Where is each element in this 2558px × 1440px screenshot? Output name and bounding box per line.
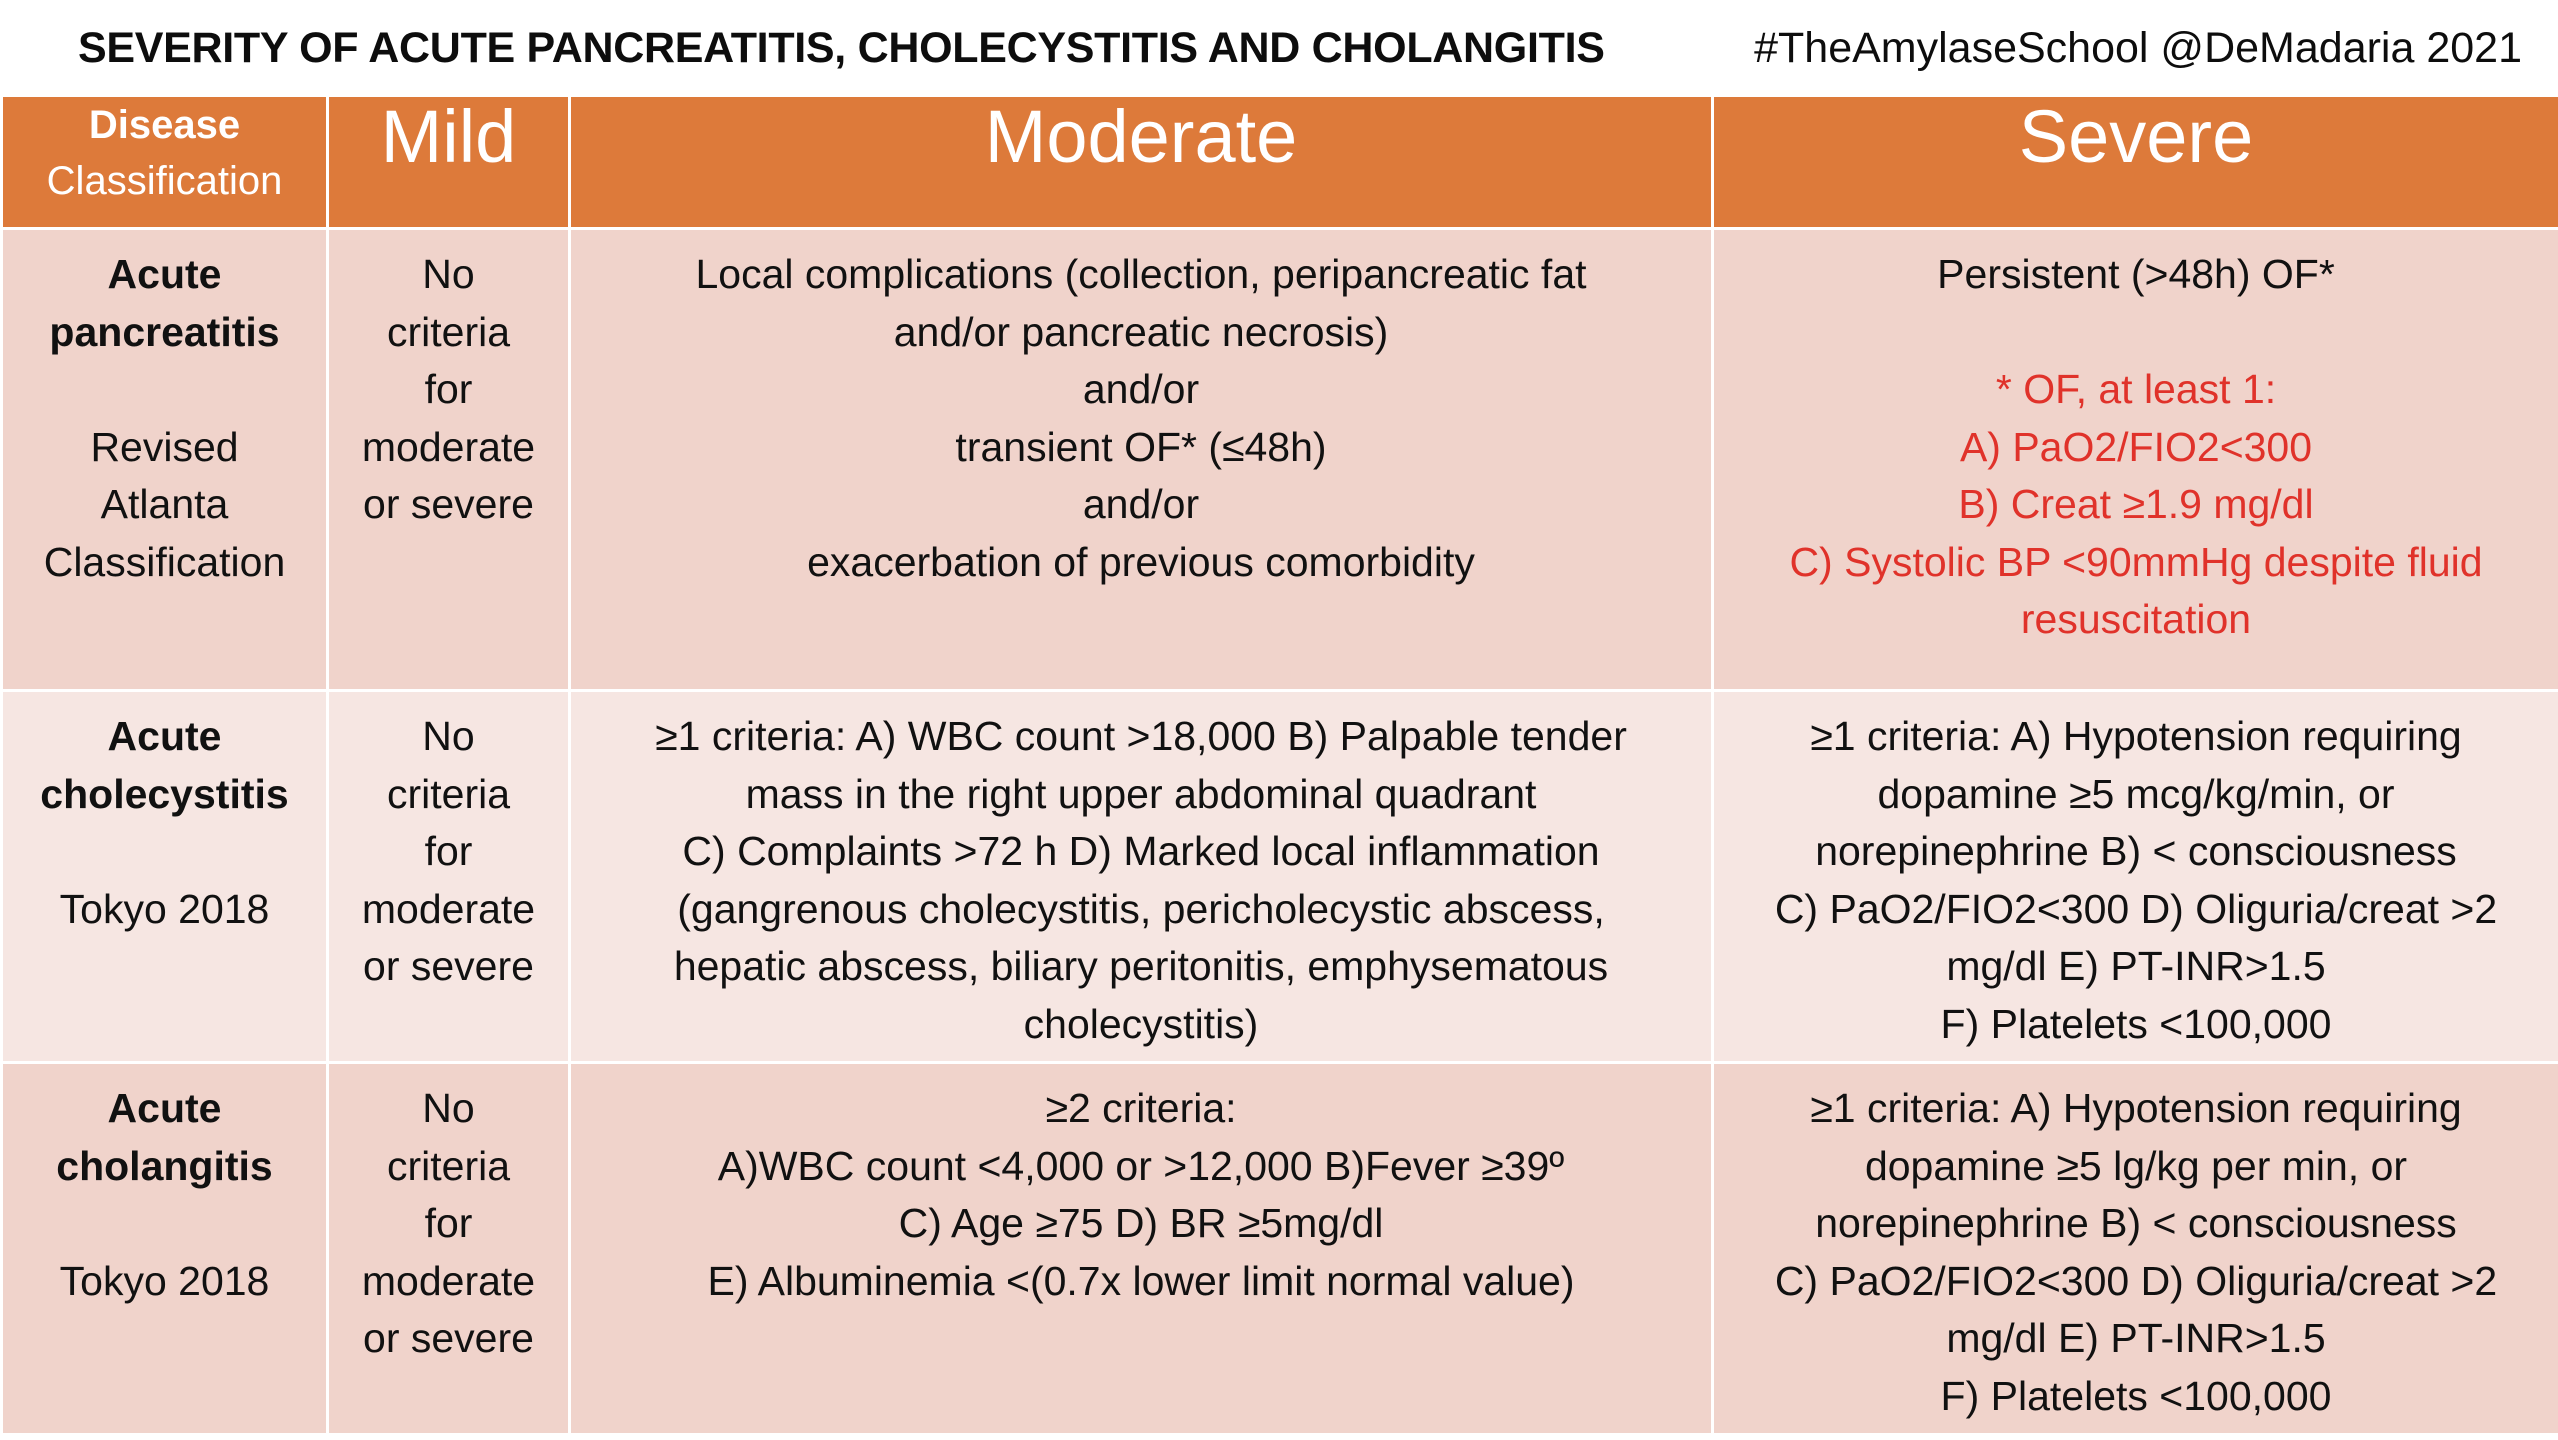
disease-name-line1: Acute bbox=[107, 1085, 222, 1131]
severe-text-line: mg/dl E) PT-INR>1.5 bbox=[1946, 943, 2326, 989]
disease-name-line1: Acute bbox=[107, 713, 222, 759]
mild-text-line: moderate bbox=[361, 423, 536, 470]
table-row-cholangitis bbox=[2, 1063, 2558, 1435]
disease-name-line2: cholangitis bbox=[56, 1142, 273, 1189]
table-row-cholecystitis bbox=[2, 691, 2558, 1063]
credit-handle: #TheAmylaseSchool @DeMadaria 2021 bbox=[1754, 24, 2522, 72]
mild-text-line: moderate bbox=[361, 1257, 536, 1304]
severity-table bbox=[0, 94, 2558, 1436]
mild-text-line: No bbox=[422, 713, 475, 759]
severe-text-line: F) Platelets <100,000 bbox=[1940, 1372, 2332, 1419]
organ-failure-note-line: C) Systolic BP <90mmHg despite fluid bbox=[1789, 538, 2483, 585]
severe-text-line: C) PaO2/FIO2<300 D) Oliguria/creat >2 bbox=[1774, 1257, 2498, 1304]
severe-text-line: norepinephrine B) < consciousness bbox=[1815, 1200, 2457, 1246]
mild-text-line: or severe bbox=[363, 943, 534, 989]
classification-system-line3: Classification bbox=[43, 538, 286, 585]
severe-text-line: dopamine ≥5 mcg/kg/min, or bbox=[1877, 770, 2395, 817]
moderate-text-line: Local complications (collection, peripancreatic fat bbox=[695, 251, 1587, 297]
severe-text-line: norepinephrine B) < consciousness bbox=[1815, 828, 2457, 874]
moderate-text-line: and/or bbox=[1082, 481, 1200, 527]
mild-text-line: criteria bbox=[386, 770, 511, 817]
mild-text-line: No bbox=[422, 1085, 475, 1131]
mild-text-line: criteria bbox=[386, 1142, 511, 1189]
page-title: SEVERITY OF ACUTE PANCREATITIS, CHOLECYSTITIS AND CHOLANGITIS bbox=[78, 24, 1605, 72]
disease-name-line2: pancreatitis bbox=[49, 308, 280, 355]
severe-text-line: dopamine ≥5 lg/kg per min, or bbox=[1864, 1142, 2408, 1189]
severe-text-line: ≥1 criteria: A) Hypotension requiring bbox=[1810, 713, 2462, 759]
organ-failure-note-line: resuscitation bbox=[2020, 596, 2252, 642]
header-classification-line2: Classification bbox=[46, 159, 283, 203]
mild-text-line: or severe bbox=[363, 481, 534, 527]
disease-name-line1: Acute bbox=[107, 251, 222, 297]
moderate-text-line: and/or bbox=[1082, 366, 1200, 412]
header-severe: Severe bbox=[1713, 96, 2558, 229]
classification-system-line2: Atlanta bbox=[100, 481, 229, 527]
classification-system-line1: Tokyo 2018 bbox=[59, 885, 270, 932]
mild-cell bbox=[328, 691, 570, 1063]
moderate-text-line: mass in the right upper abdominal quadrant bbox=[745, 770, 1537, 817]
classification-system-line1: Revised bbox=[90, 423, 239, 470]
moderate-text-line: exacerbation of previous comorbidity bbox=[807, 538, 1475, 585]
severe-text-line: ≥1 criteria: A) Hypotension requiring bbox=[1810, 1085, 2462, 1131]
moderate-cell bbox=[570, 1063, 1713, 1435]
mild-text-line: No bbox=[422, 251, 475, 297]
moderate-text-line: ≥1 criteria: A) WBC count >18,000 B) Palpable tender bbox=[655, 713, 1627, 759]
mild-text-line: for bbox=[424, 366, 473, 412]
severe-cell bbox=[1713, 229, 2558, 691]
moderate-text-line: transient OF* (≤48h) bbox=[955, 423, 1327, 470]
title-bar bbox=[0, 0, 2558, 96]
moderate-text-line: ≥2 criteria: bbox=[1045, 1085, 1237, 1131]
mild-text-line: moderate bbox=[361, 885, 536, 932]
header-classification bbox=[2, 96, 328, 229]
organ-failure-note-line: B) Creat ≥1.9 mg/dl bbox=[1958, 481, 2314, 527]
mild-cell bbox=[328, 229, 570, 691]
moderate-text-line: E) Albuminemia <(0.7x lower limit normal value) bbox=[707, 1257, 1575, 1304]
disease-cell bbox=[2, 691, 328, 1063]
mild-text-line: criteria bbox=[386, 308, 511, 355]
disease-cell bbox=[2, 1063, 328, 1435]
severe-cell bbox=[1713, 691, 2558, 1063]
severe-cell bbox=[1713, 1063, 2558, 1435]
disease-cell bbox=[2, 229, 328, 691]
header-classification-line1: Disease bbox=[88, 103, 241, 147]
table-row-pancreatitis bbox=[2, 229, 2558, 691]
moderate-text-line: (gangrenous cholecystitis, pericholecystic abscess, bbox=[677, 885, 1605, 932]
moderate-text-line: cholecystitis) bbox=[1023, 1000, 1259, 1047]
moderate-text-line: A)WBC count <4,000 or >12,000 B)Fever ≥39º bbox=[717, 1142, 1565, 1189]
organ-failure-note-line: A) PaO2/FIO2<300 bbox=[1959, 423, 2313, 470]
organ-failure-note-line: * OF, at least 1: bbox=[1995, 366, 2277, 412]
severe-text-line: mg/dl E) PT-INR>1.5 bbox=[1946, 1315, 2326, 1361]
severe-text-line: F) Platelets <100,000 bbox=[1940, 1000, 2332, 1047]
moderate-text-line: and/or pancreatic necrosis) bbox=[893, 308, 1389, 355]
disease-name-line2: cholecystitis bbox=[40, 770, 289, 817]
mild-text-line: for bbox=[424, 828, 473, 874]
severe-text-line: Persistent (>48h) OF* bbox=[1937, 251, 2335, 297]
moderate-text-line: C) Age ≥75 D) BR ≥5mg/dl bbox=[898, 1200, 1384, 1246]
mild-text-line: for bbox=[424, 1200, 473, 1246]
mild-text-line: or severe bbox=[363, 1315, 534, 1361]
moderate-text-line: hepatic abscess, biliary peritonitis, emphysematous bbox=[673, 943, 1609, 989]
header-mild: Mild bbox=[328, 96, 570, 229]
header-row bbox=[2, 96, 2558, 229]
moderate-cell bbox=[570, 691, 1713, 1063]
moderate-text-line: C) Complaints >72 h D) Marked local inflammation bbox=[682, 828, 1600, 874]
mild-cell bbox=[328, 1063, 570, 1435]
severe-text-line: C) PaO2/FIO2<300 D) Oliguria/creat >2 bbox=[1774, 885, 2498, 932]
header-moderate: Moderate bbox=[570, 96, 1713, 229]
classification-system-line1: Tokyo 2018 bbox=[59, 1257, 270, 1304]
moderate-cell bbox=[570, 229, 1713, 691]
